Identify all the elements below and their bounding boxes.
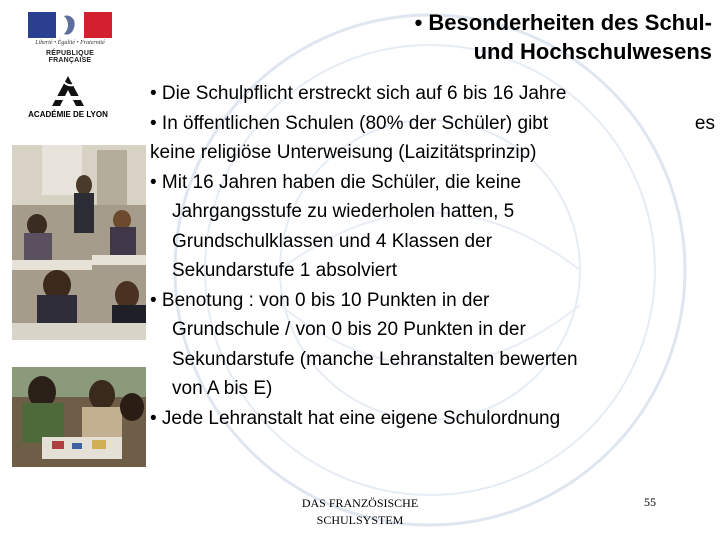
bullet-religious-education: [150, 109, 715, 139]
bullet-list: [150, 79, 715, 433]
slide-title: [292, 8, 712, 66]
bullet-school-rules: • Jede Lehranstalt hat eine eigene Schulordnung: [150, 407, 561, 429]
bullet-age-16-line-4: Sekundarstufe 1 absolviert: [172, 260, 397, 281]
bullet-grading-line-4: von A bis E): [172, 378, 273, 399]
bullet-religious-education-line-2: keine religiöse Unterweisung (Laizitätsprinzip): [150, 142, 537, 163]
academy-a-icon: [18, 74, 118, 108]
page-number: 55: [644, 495, 656, 509]
bullet-age-16-line-1: • Mit 16 Jahren haben die Schüler, die keine: [150, 171, 522, 193]
republic-motto: Liberté • Égalité • Fraternité: [35, 40, 105, 46]
academie-de-lyon-logo: [18, 74, 118, 124]
bullet-religious-education-line-1: • In öffentlichen Schulen (80% der Schüler) gibt: [150, 112, 549, 134]
classroom-photo: [12, 145, 146, 340]
footer-line-2: SCHULSYSTEM: [316, 513, 404, 527]
bullet-grading-line-1: • Benotung : von 0 bis 10 Punkten in der: [150, 289, 490, 311]
footer-line-1: DAS FRANZÖSISCHE: [301, 496, 419, 510]
slide-footer: [280, 495, 440, 529]
title-line-1: • Besonderheiten des Schul-: [414, 10, 712, 35]
bullet-age-16-line-3: Grundschulklassen und 4 Klassen der: [172, 230, 493, 252]
republic-name: RÉPUBLIQUE FRANÇAISE: [46, 50, 94, 64]
french-flag-icon: [28, 12, 112, 38]
bullet-grading-line-2: Grundschule / von 0 bis 20 Punkten in der: [172, 319, 526, 340]
students-photo: [12, 367, 146, 467]
bullet-grading-line-3: Sekundarstufe (manche Lehranstalten bewerten: [172, 348, 578, 370]
bullet-compulsory-schooling: • Die Schulpflicht erstreckt sich auf 6 bis 16 Jahre: [150, 83, 567, 104]
bullet-age-16-line-2: Jahrgangsstufe zu wiederholen hatten, 5: [172, 201, 515, 222]
bullet-religious-education-es: es: [694, 112, 715, 134]
republique-francaise-logo: [28, 12, 112, 64]
academy-name: ACADÉMIE DE LYON: [28, 110, 108, 119]
title-line-2: und Hochschulwesens: [473, 39, 712, 64]
